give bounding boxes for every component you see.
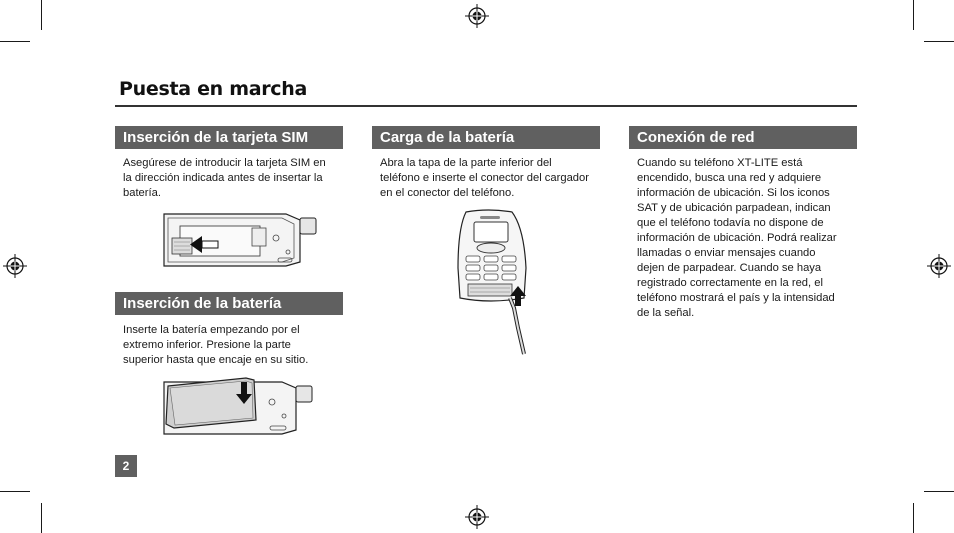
crop-mark-icon — [41, 0, 42, 30]
text-line: Abra la tapa de la parte inferior del — [380, 157, 552, 169]
section-heading-network: Conexión de red — [629, 126, 857, 149]
text-line: que el teléfono todavía no dispone de — [637, 217, 824, 229]
section-text-sim — [123, 156, 326, 201]
text-line: extremo inferior. Presione la parte — [123, 339, 291, 351]
text-line: Asegúrese de introducir la tarjeta SIM en — [123, 157, 326, 169]
section-heading-battery: Inserción de la batería — [115, 292, 343, 315]
registration-mark-icon — [3, 254, 27, 278]
sim-insertion-illustration — [160, 208, 320, 270]
crop-mark-icon — [41, 503, 42, 533]
text-line: en el conector del teléfono. — [380, 187, 515, 199]
section-text-charging — [380, 156, 589, 201]
crop-mark-icon — [0, 41, 30, 42]
page-number: 2 — [115, 455, 137, 477]
text-line: de la señal. — [637, 307, 695, 319]
text-line: superior hasta que encaje en su sitio. — [123, 354, 309, 366]
registration-mark-icon — [927, 254, 951, 278]
text-line: la dirección indicada antes de insertar la — [123, 172, 323, 184]
section-text-battery — [123, 323, 308, 368]
text-line: teléfono mostrará el país y la intensidad — [637, 292, 835, 304]
text-line: SAT y de ubicación parpadean, indican — [637, 202, 831, 214]
text-line: información de ubicación. Podrá realizar — [637, 232, 837, 244]
crop-mark-icon — [924, 491, 954, 492]
text-line: llamadas o enviar mensajes cuando — [637, 247, 816, 259]
registration-mark-icon — [465, 505, 489, 529]
registration-mark-icon — [465, 4, 489, 28]
text-line: batería. — [123, 187, 161, 199]
title-divider — [115, 105, 857, 107]
crop-mark-icon — [0, 491, 30, 492]
text-line: teléfono e inserte el conector del cargador — [380, 172, 589, 184]
page-title: Puesta en marcha — [119, 78, 307, 100]
text-line: Inserte la batería empezando por el — [123, 324, 300, 336]
battery-insertion-illustration — [160, 374, 320, 438]
text-line: encendido, busca una red y adquiere — [637, 172, 822, 184]
section-heading-sim: Inserción de la tarjeta SIM — [115, 126, 343, 149]
text-line: Cuando su teléfono XT-LITE está — [637, 157, 803, 169]
crop-mark-icon — [913, 0, 914, 30]
crop-mark-icon — [924, 41, 954, 42]
text-line: información de ubicación. Si los iconos — [637, 187, 830, 199]
text-line: registrado correctamente en la red, el — [637, 277, 823, 289]
text-line: dejen de parpadear. Cuando se haya — [637, 262, 822, 274]
charging-illustration — [452, 208, 542, 356]
section-text-network — [637, 156, 837, 321]
crop-mark-icon — [913, 503, 914, 533]
section-heading-charging: Carga de la batería — [372, 126, 600, 149]
